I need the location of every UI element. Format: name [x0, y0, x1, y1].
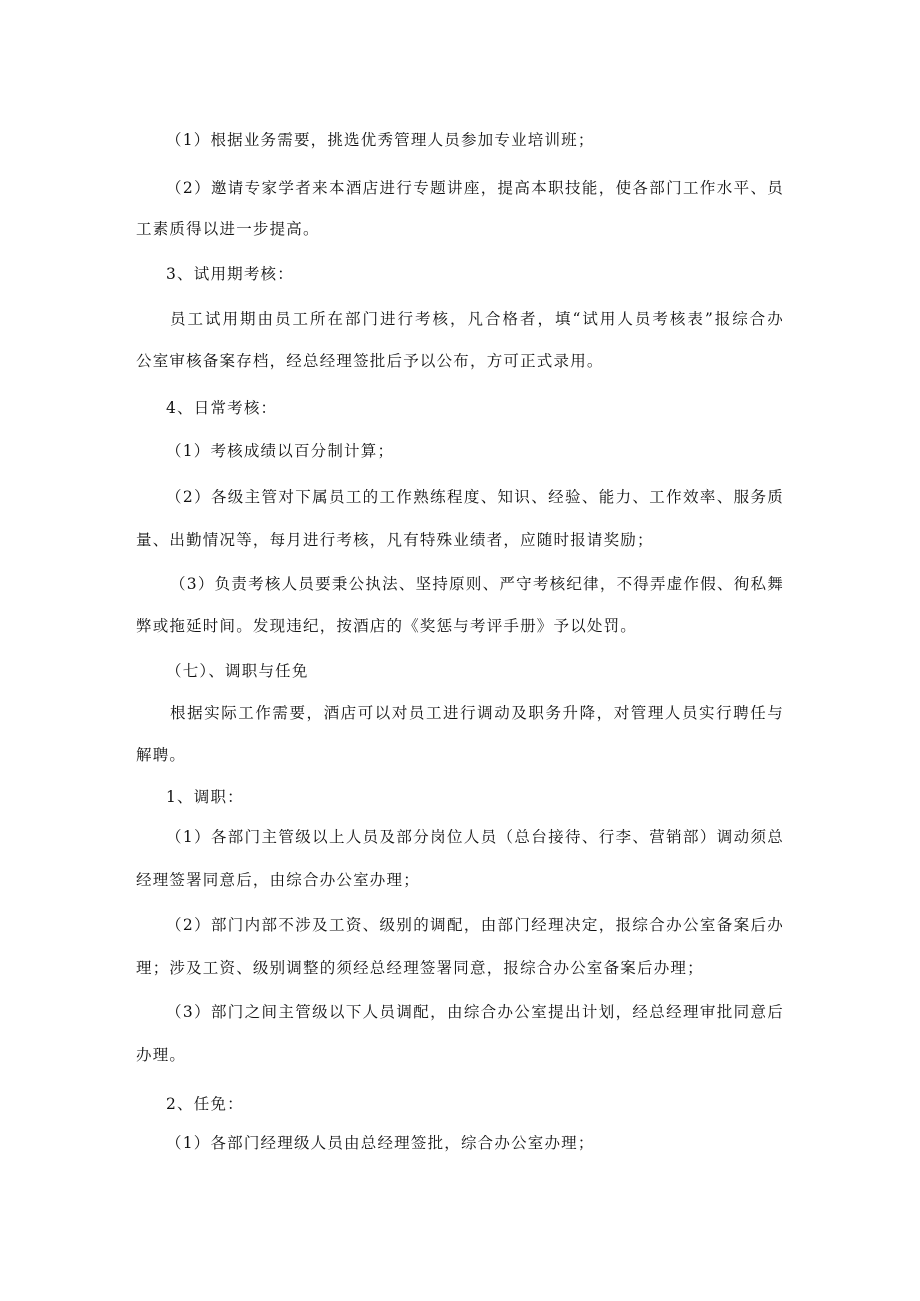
- paragraph-line: 员工试用期由员工所在部门进行考核，凡合格者，填“试用人员考核表”报综合办: [170, 310, 784, 328]
- paragraph-line: 解聘。: [136, 746, 187, 764]
- paragraph-line: 办理。: [136, 1046, 187, 1064]
- paragraph-line: 工素质得以进一步提高。: [136, 220, 320, 238]
- paragraph-line: （2）邀请专家学者来本酒店进行专题讲座，提高本职技能，使各部门工作水平、员: [166, 179, 784, 197]
- section-heading: 4、日常考核：: [166, 399, 278, 417]
- section-heading: 1、调职：: [166, 788, 244, 806]
- paragraph-line: 理；涉及工资、级别调整的须经总经理签署同意，报综合办公室备案后办理；: [136, 959, 704, 977]
- section-heading: 3、试用期考核：: [166, 265, 294, 283]
- paragraph-line: 弊或拖延时间。发现违纪，按酒店的《奖惩与考评手册》予以处罚。: [136, 617, 638, 635]
- paragraph-line: （3）负责考核人员要秉公执法、坚持原则、严守考核纪律，不得弄虚作假、徇私舞: [170, 575, 784, 593]
- paragraph-line: （1）各部门主管级以上人员及部分岗位人员（总台接待、行李、营销部）调动须总: [166, 828, 784, 846]
- paragraph-line: 根据实际工作需要，酒店可以对员工进行调动及职务升降，对管理人员实行聘任与: [170, 704, 784, 722]
- paragraph-line: 经理签署同意后，由综合办公室办理；: [136, 871, 420, 889]
- paragraph-line: 量、出勤情况等，每月进行考核，凡有特殊业绩者，应随时报请奖励；: [136, 531, 654, 549]
- paragraph-line: （1）根据业务需要，挑选优秀管理人员参加专业培训班；: [166, 131, 595, 149]
- paragraph-line: 公室审核备案存档，经总经理签批后予以公布，方可正式录用。: [136, 352, 604, 370]
- section-heading: 2、任免：: [166, 1095, 244, 1113]
- paragraph-line: （2）部门内部不涉及工资、级别的调配，由部门经理决定，报综合办公室备案后办: [166, 916, 784, 934]
- paragraph-line: （2）各级主管对下属员工的工作熟练程度、知识、经验、能力、工作效率、服务质: [166, 488, 784, 506]
- paragraph-line: （3）部门之间主管级以下人员调配，由综合办公室提出计划，经总经理审批同意后: [166, 1003, 784, 1021]
- section-heading: （七）、调职与任免: [166, 662, 309, 680]
- paragraph-line: （1）各部门经理级人员由总经理签批，综合办公室办理；: [166, 1134, 595, 1152]
- paragraph-line: （1）考核成绩以百分制计算；: [166, 442, 395, 460]
